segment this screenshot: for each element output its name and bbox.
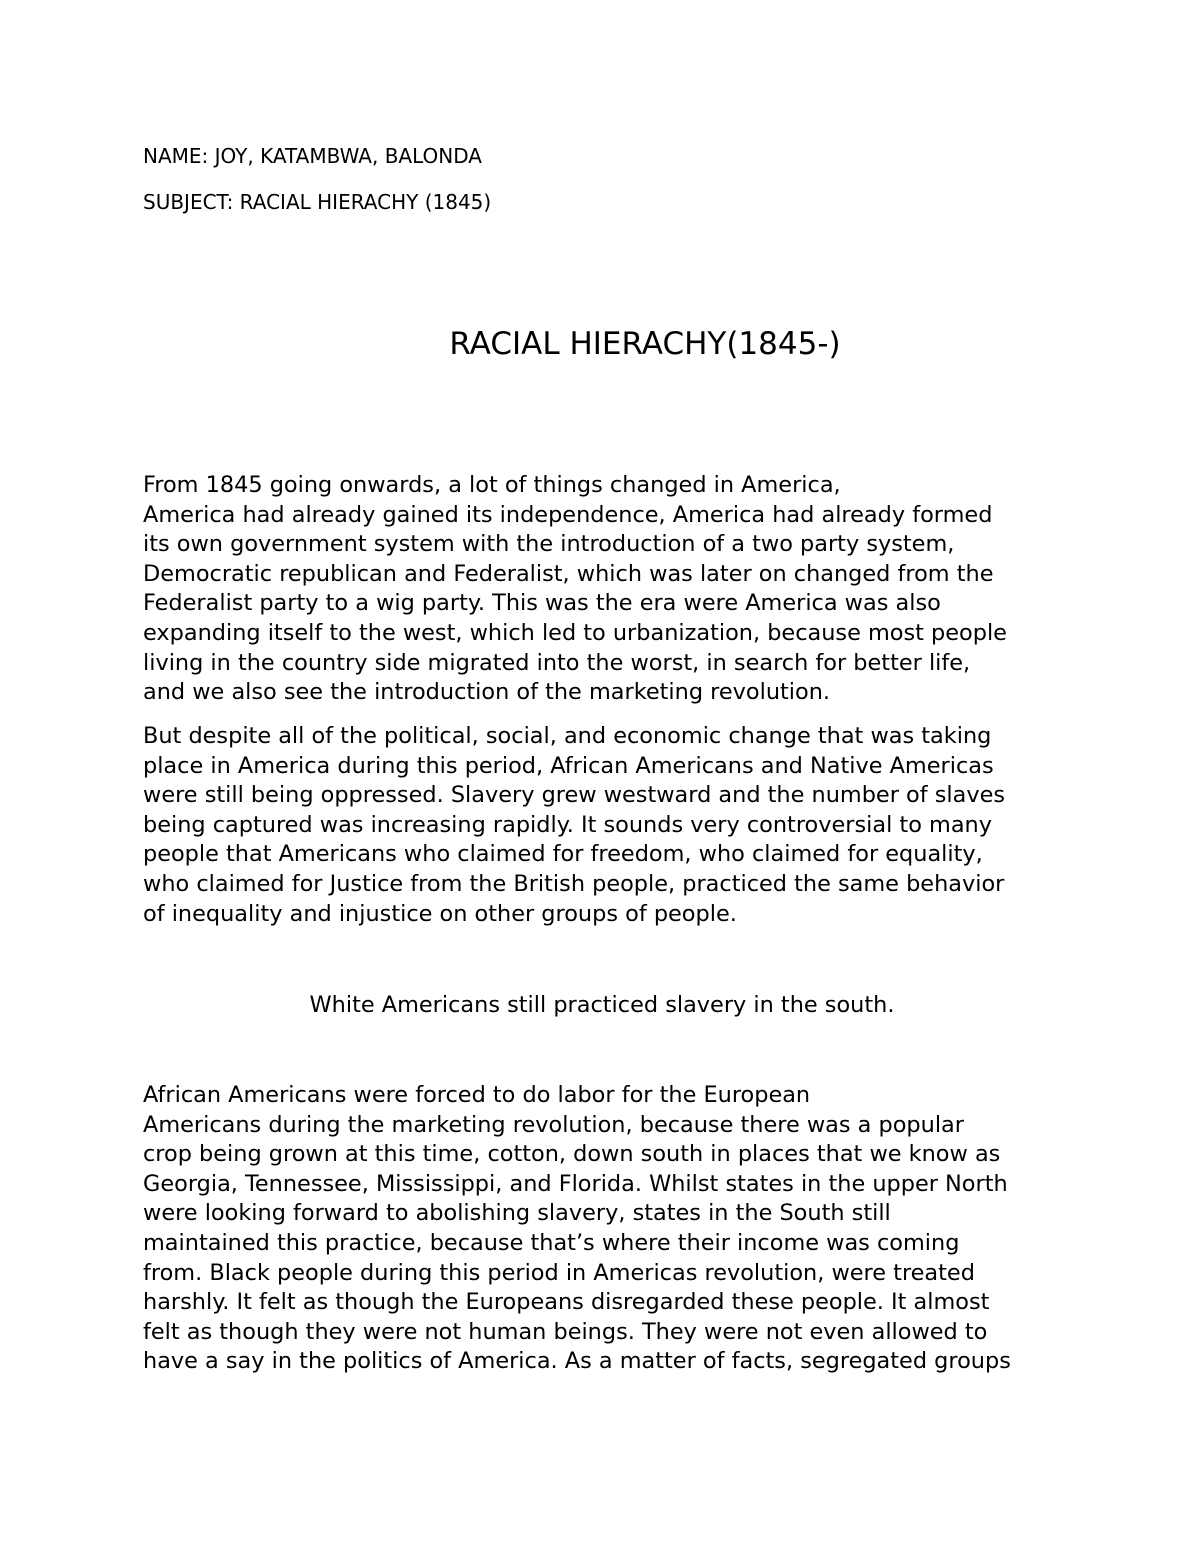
body-paragraph-3: African Americans were forced to do labor for the European Americans during the marketing revolution, because there was a popular crop being grown at this time, cotton, down south in places that we know as Georgia, Tennessee, Mississippi, and Florida. Whilst states in the upper North were looking forward to abolishing slavery, states in the South still maintained this practice, because that’s where their income was coming from. Black people during this period in Americas revolution, were treated harshly. It felt as though the Europeans disregarded these people. It almost felt as though they were not human beings. They were not even allowed to have a say in the politics of America. As a matter of facts, segregated groups xyxy=(143,1082,1011,1375)
body-paragraph-1: From 1845 going onwards, a lot of things changed in America, America had already gained its independence, America had already formed its own government system with the introduction of a two party system, Democratic republican and Federalist, which was later on changed from the Federalist party to a wig party. This was the era were America was also expanding itself to the west, which led to urbanization, because most people living in the country side migrated into the worst, in search for better life, and we also see the introduction of the marketing revolution. xyxy=(143,472,1007,706)
body-paragraph-2: But despite all of the political, social, and economic change that was taking place in America during this period, African Americans and Native Americas were still being oppressed. Slavery grew westward and the number of slaves being captured was increasing rapidly. It sounds very controversial to many people that Americans who claimed for freedom, who claimed for equality, who claimed for Justice from the British people, practiced the same behavior of inequality and injustice on other groups of people. xyxy=(143,723,1006,927)
centered-statement: White Americans still practiced slavery in the south. xyxy=(309,992,895,1018)
document-title: RACIAL HIERACHY(1845-) xyxy=(449,326,841,362)
subject-line: SUBJECT: RACIAL HIERACHY (1845) xyxy=(143,190,492,214)
name-line: NAME: JOY, KATAMBWA, BALONDA xyxy=(143,144,482,168)
